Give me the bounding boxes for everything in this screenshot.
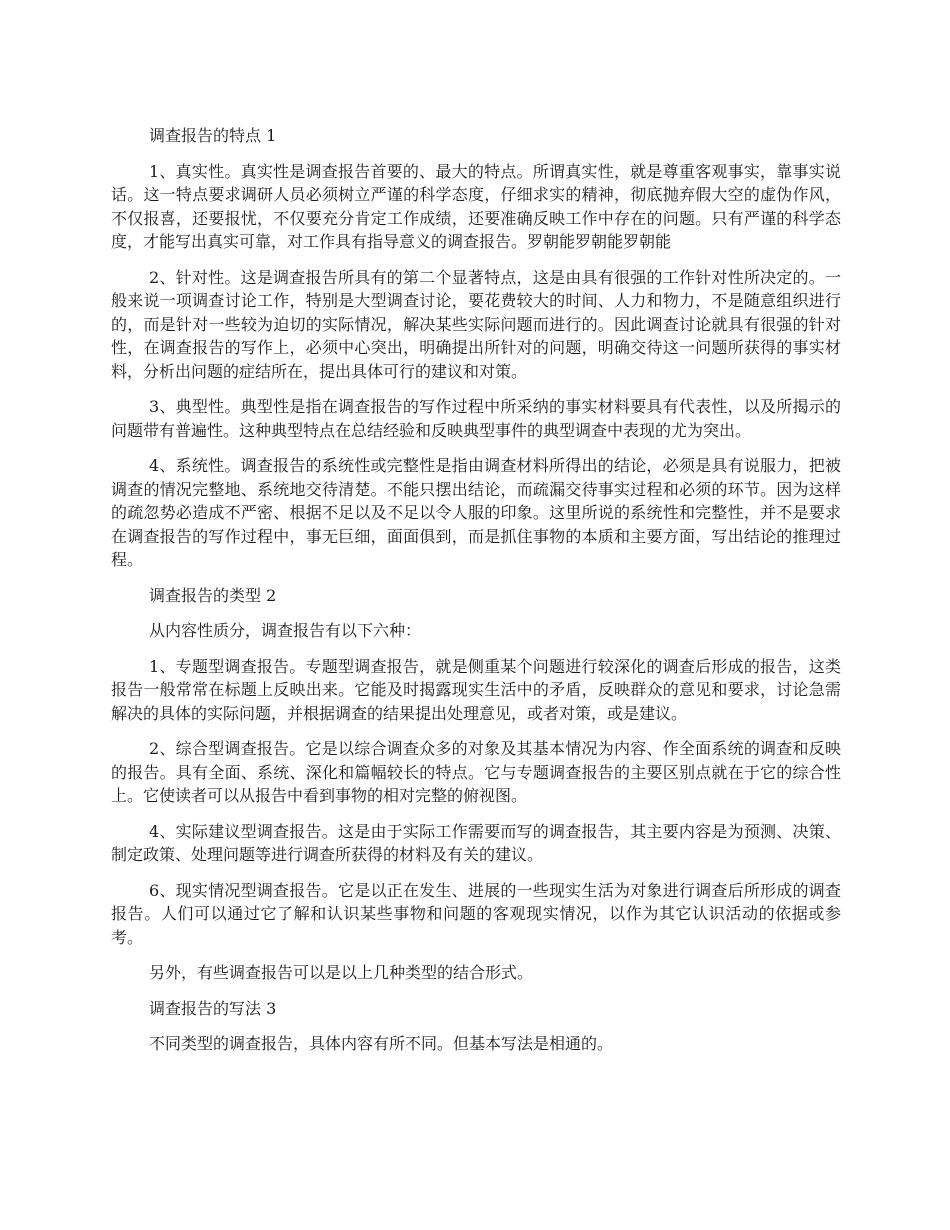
section-heading: 调查报告的写法 3 bbox=[149, 998, 277, 1018]
paragraph: 4、实际建议型调查报告。这是由于实际工作需要而写的调查报告，其主要内容是为预测、决策、制定政策、处理问题等进行调查所获得的材料及有关的建议。 bbox=[111, 821, 841, 864]
paragraph: 3、典型性。典型性是指在调查报告的写作过程中所采纳的事实材料要具有代表性，以及所揭示的问题带有普遍性。这种典型特点在总结经验和反映典型事件的典型调查中表现的尤为突出。 bbox=[111, 397, 841, 440]
paragraph: 1、专题型调查报告。专题型调查报告，就是侧重某个问题进行较深化的调查后形成的报告，这类报告一般常常在标题上反映出来。它能及时揭露现实生活中的矛盾，反映群众的意见和要求，讨论急需解决的具体的实际问题，并根据调查的结果提出处理意见，或者对策，或是建议。 bbox=[111, 656, 841, 723]
paragraph: 2、针对性。这是调查报告所具有的第二个显著特点，这是由具有很强的工作针对性所决定的。一般来说一项调查讨论工作，特别是大型调查讨论，要花费较大的时间、人力和物力，不是随意组织进行的，而是针对一些较为迫切的实际情况，解决某些实际问题而进行的。因此调查讨论就具有很强的针对性，在调查报告的写作上，必须中心突出，明确提出所针对的问题，明确交待这一问题所获得的事实材料，分析出问题的症结所在，提出具体可行的建议和对策。 bbox=[111, 267, 841, 381]
paragraph: 2、综合型调查报告。它是以综合调查众多的对象及其基本情况为内容、作全面系统的调查和反映的报告。具有全面、系统、深化和篇幅较长的特点。它与专题调查报告的主要区别点就在于它的综合性上。它使读者可以从报告中看到事物的相对完整的俯视图。 bbox=[111, 739, 841, 805]
paragraph: 4、系统性。调查报告的系统性或完整性是指由调查材料所得出的结论，必须是具有说服力，把被调查的情况完整地、系统地交待清楚。不能只摆出结论，而疏漏交待事实过程和必须的环节。因为这样的疏忽势必造成不严密、根据不足以及不足以令人服的印象。这里所说的系统性和完整性，并不是要求在调查报告的写作过程中，事无巨细，面面俱到，而是抓住事物的本质和主要方面，写出结论的推理过程。 bbox=[111, 456, 841, 569]
paragraph: 1、真实性。真实性是调查报告首要的、最大的特点。所谓真实性，就是尊重客观事实，靠事实说话。这一特点要求调研人员必须树立严谨的科学态度，仔细求实的精神，彻底抛弃假大空的虚伪作风，不仅报喜，还要报忧，不仅要充分肯定工作成绩，还要准确反映工作中存在的问题。只有严谨的科学态度，才能写出真实可靠，对工作具有指导意义的调查报告。罗朝能罗朝能罗朝能 bbox=[111, 161, 841, 251]
paragraph: 另外，有些调查报告可以是以上几种类型的结合形式。 bbox=[149, 963, 534, 982]
document-page bbox=[111, 124, 841, 1068]
section-heading: 调查报告的类型 2 bbox=[149, 585, 277, 605]
section-heading: 调查报告的特点 1 bbox=[149, 126, 277, 145]
paragraph: 从内容性质分，调查报告有以下六种： bbox=[149, 621, 422, 640]
paragraph: 不同类型的调查报告，具体内容有所不同。但基本写法是相通的。 bbox=[149, 1034, 614, 1053]
paragraph: 6、现实情况型调查报告。它是以正在发生、进展的一些现实生活为对象进行调查后所形成的调查报告。人们可以通过它了解和认识某些事物和问题的客观现实情况，以作为其它认识活动的依据或参考。 bbox=[111, 880, 841, 947]
